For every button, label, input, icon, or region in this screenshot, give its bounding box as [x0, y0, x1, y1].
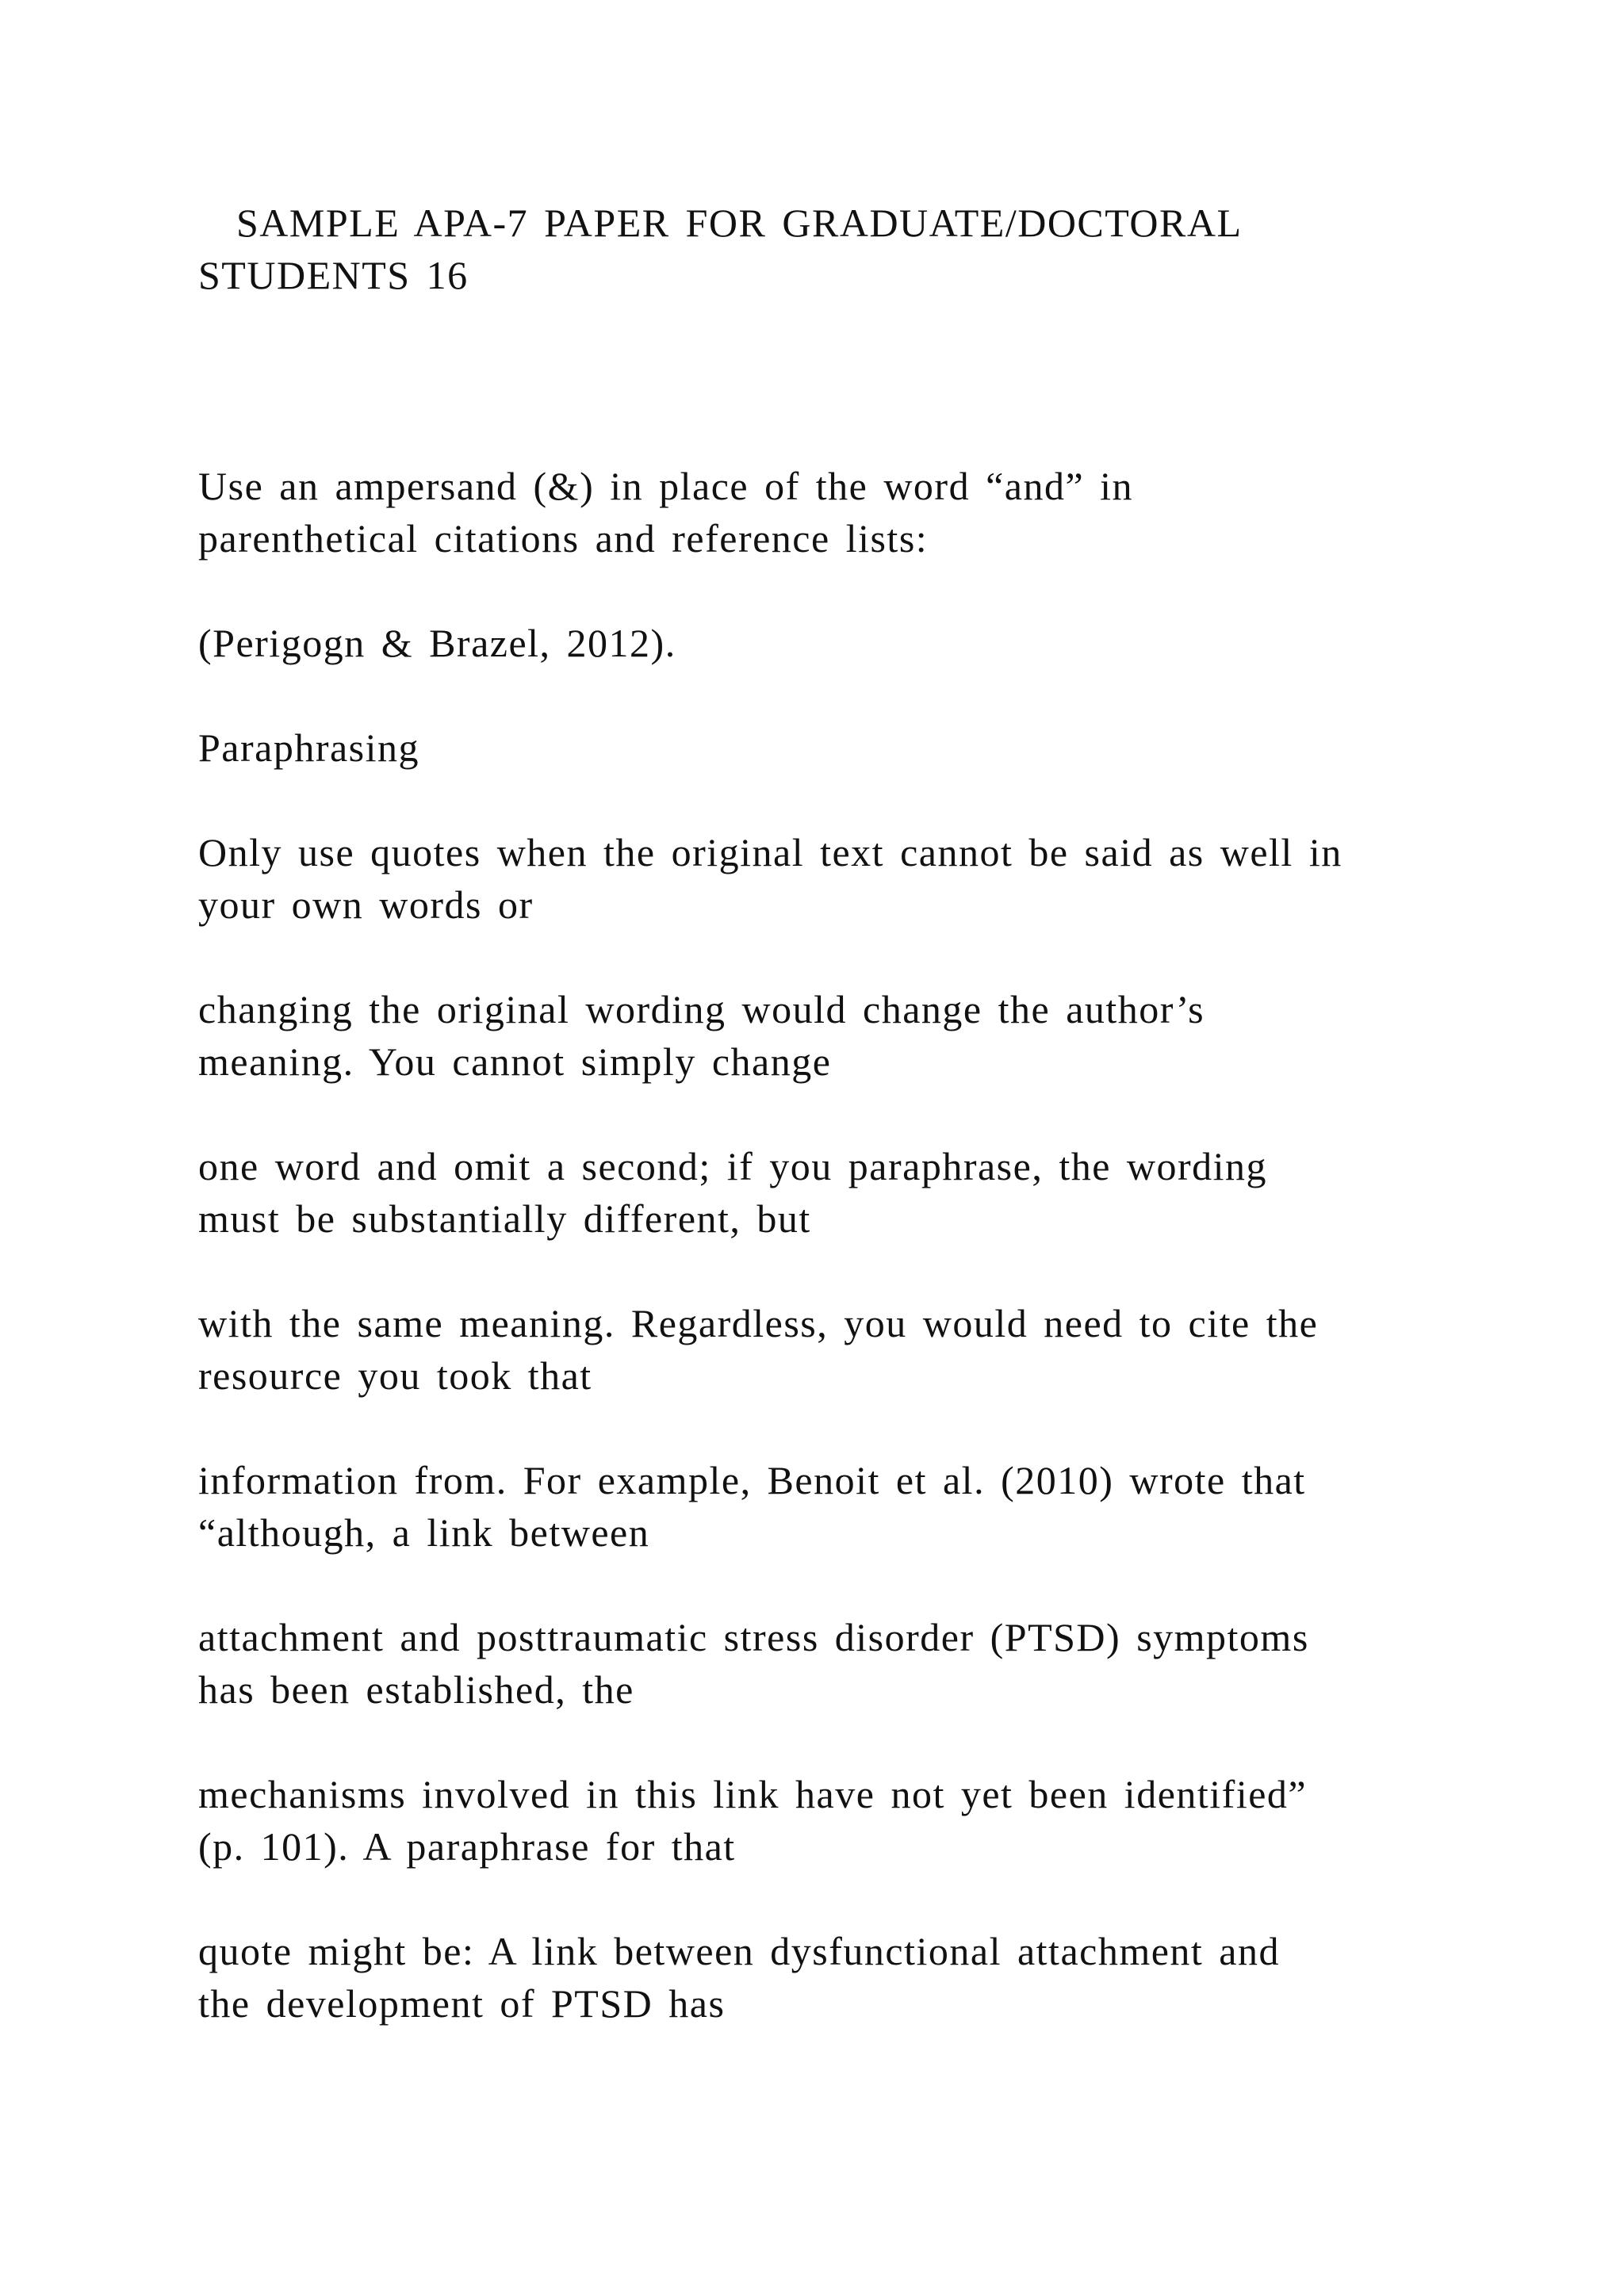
running-head-page: STUDENTS 16 — [198, 253, 469, 297]
running-head-title: SAMPLE APA-7 PAPER FOR GRADUATE/DOCTORAL — [236, 201, 1243, 245]
body-line: meaning. You cannot simply change — [198, 1039, 832, 1084]
body-line: with the same meaning. Regardless, you would need to cite the — [198, 1301, 1319, 1345]
body-line: parenthetical citations and reference lists: — [198, 516, 929, 561]
body-line: your own words or — [198, 882, 534, 927]
body-line: Use an ampersand (&) in place of the word “and” in — [198, 464, 1134, 508]
body-line: information from. For example, Benoit et al. (2010) wrote that — [198, 1458, 1306, 1502]
body-line: changing the original wording would change the author’s — [198, 987, 1205, 1031]
body-line: (p. 101). A paraphrase for that — [198, 1824, 736, 1869]
citation-example: (Perigogn & Brazel, 2012). — [198, 621, 676, 665]
body-line: Only use quotes when the original text cannot be said as well in — [198, 830, 1342, 874]
body-line: one word and omit a second; if you paraphrase, the wording — [198, 1144, 1268, 1188]
body-line: quote might be: A link between dysfunctional attachment and — [198, 1929, 1280, 1973]
section-heading: Paraphrasing — [198, 725, 420, 770]
body-line: the development of PTSD has — [198, 1981, 726, 2026]
body-line: must be substantially different, but — [198, 1196, 811, 1241]
body-line: mechanisms involved in this link have not yet been identified” — [198, 1772, 1308, 1816]
body-line: attachment and posttraumatic stress disorder (PTSD) symptoms — [198, 1615, 1309, 1659]
body-line: “although, a link between — [198, 1510, 650, 1555]
body-line: resource you took that — [198, 1353, 592, 1398]
body-line: has been established, the — [198, 1667, 634, 1712]
